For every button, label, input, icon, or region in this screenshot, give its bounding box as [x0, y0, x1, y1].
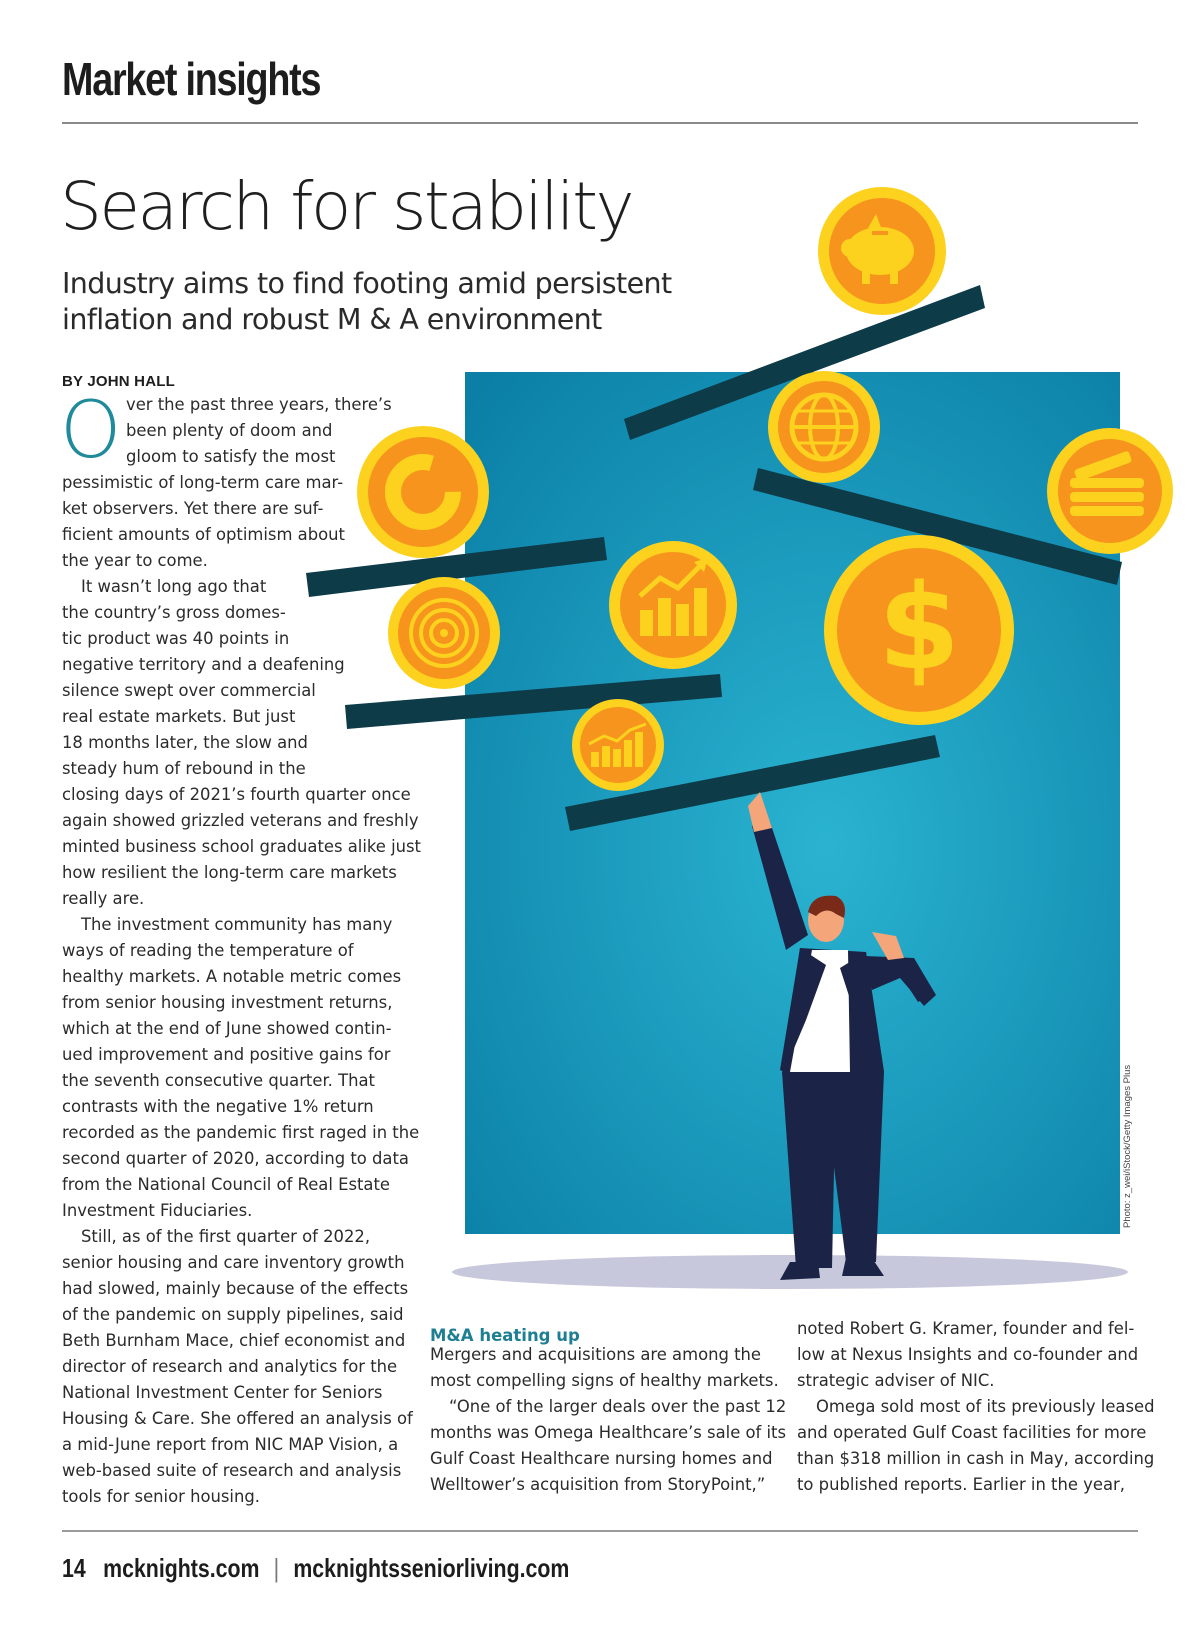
body-line: tools for senior housing. [62, 1487, 260, 1506]
footer-site-link[interactable]: mcknights.com [103, 1553, 260, 1583]
dek-line: Industry aims to find footing amid persistent [62, 267, 672, 300]
section-subhead: M&A heating up [430, 1326, 580, 1345]
body-line: most compelling signs of healthy markets. [430, 1371, 779, 1390]
body-line: months was Omega Healthcare’s sale of its [430, 1423, 787, 1442]
body-line: from the National Council of Real Estate [62, 1175, 390, 1194]
headline: Search for stability [60, 168, 633, 245]
body-line: 18 months later, the slow and [62, 733, 308, 752]
page-number: 14 [62, 1553, 86, 1583]
body-line: director of research and analytics for the [62, 1357, 398, 1376]
dek-line: inflation and robust M & A environment [62, 303, 602, 336]
body-line: real estate markets. But just [62, 707, 296, 726]
body-line: tic product was 40 points in [62, 629, 290, 648]
body-line: closing days of 2021’s fourth quarter once [62, 785, 411, 804]
body-line: ways of reading the temperature of [62, 941, 354, 960]
body-line: the seventh consecutive quarter. That [62, 1071, 375, 1090]
body-line: low at Nexus Insights and co-founder and [797, 1345, 1139, 1364]
body-line: web-based suite of research and analysis [62, 1461, 402, 1480]
body-line: Still, as of the first quarter of 2022, [81, 1227, 371, 1246]
globe-icon [768, 371, 880, 483]
body-line: Omega sold most of its previously leased [816, 1397, 1155, 1416]
body-line: gloom to satisfy the most [126, 447, 336, 466]
body-line: “One of the larger deals over the past 12 [449, 1397, 787, 1416]
piggy-bank-icon [818, 187, 946, 315]
body-line: healthy markets. A notable metric comes [62, 967, 402, 986]
article-column-3 [797, 1316, 1155, 1498]
body-line: again showed grizzled veterans and freshly [62, 811, 419, 830]
body-line: from senior housing investment returns, [62, 993, 393, 1012]
footer-separator: | [273, 1553, 280, 1583]
cash-stack-icon [1047, 428, 1173, 554]
body-line: strategic adviser of NIC. [797, 1371, 995, 1390]
body-line: contrasts with the negative 1% return [62, 1097, 374, 1116]
dollar-icon [824, 535, 1014, 725]
body-line: silence swept over commercial [62, 681, 316, 700]
body-line: senior housing and care inventory growth [62, 1253, 405, 1272]
article-column-1 [60, 386, 421, 1510]
body-line: which at the end of June showed contin- [62, 1019, 392, 1038]
body-line: Mergers and acquisitions are among the [430, 1345, 761, 1364]
body-line: minted business school graduates alike just [62, 837, 421, 856]
body-line: steady hum of rebound in the [62, 759, 306, 778]
body-line: It wasn’t long ago that [81, 577, 267, 596]
body-line: ver the past three years, there’s [126, 395, 392, 414]
body-line: had slowed, mainly because of the effects [62, 1279, 409, 1298]
photo-credit: Photo: z_wei/iStock/Getty Images Plus [1122, 1064, 1133, 1228]
svg-text:$: $ [877, 558, 961, 696]
body-line: Beth Burnham Mace, chief economist and [62, 1331, 406, 1350]
page-footer [62, 1553, 569, 1584]
byline: BY JOHN HALL [62, 373, 175, 390]
body-line: ket observers. Yet there are suf- [62, 499, 324, 518]
body-line: Investment Fiduciaries. [62, 1201, 253, 1220]
body-line: really are. [62, 889, 145, 908]
body-line: Welltower’s acquisition from StoryPoint,” [430, 1475, 766, 1494]
body-line: of the pandemic on supply pipelines, said [62, 1305, 404, 1324]
body-line: ued improvement and positive gains for [62, 1045, 391, 1064]
rising-chart-icon [609, 541, 737, 669]
drop-cap: O [60, 386, 122, 476]
footer-site-link[interactable]: mcknightsseniorliving.com [293, 1553, 570, 1583]
body-line: and operated Gulf Coast facilities for more [797, 1423, 1147, 1442]
dek [62, 266, 702, 338]
body-line: noted Robert G. Kramer, founder and fel- [797, 1319, 1135, 1338]
bar-chart-icon [572, 699, 664, 791]
body-line: The investment community has many [81, 915, 393, 934]
body-line: a mid-June report from NIC MAP Vision, a [62, 1435, 399, 1454]
body-line: Housing & Care. She offered an analysis of [62, 1409, 413, 1428]
body-line: negative territory and a deafening [62, 655, 345, 674]
body-line: recorded as the pandemic first raged in the [62, 1123, 420, 1142]
article-column-2 [430, 1342, 786, 1498]
body-line: how resilient the long-term care markets [62, 863, 397, 882]
footer-divider [62, 1530, 1138, 1532]
body-line: to published reports. Earlier in the year, [797, 1475, 1125, 1494]
body-line: than $318 million in cash in May, according [797, 1449, 1155, 1468]
body-line: second quarter of 2020, according to data [62, 1149, 409, 1168]
section-title: Market insights [62, 53, 321, 105]
body-line: pessimistic of long-term care mar- [62, 473, 344, 492]
body-line: the year to come. [62, 551, 208, 570]
body-line: Gulf Coast Healthcare nursing homes and [430, 1449, 773, 1468]
body-line: ficient amounts of optimism about [62, 525, 345, 544]
body-line: National Investment Center for Seniors [62, 1383, 383, 1402]
body-line: the country’s gross domes- [62, 603, 286, 622]
body-line: been plenty of doom and [126, 421, 333, 440]
